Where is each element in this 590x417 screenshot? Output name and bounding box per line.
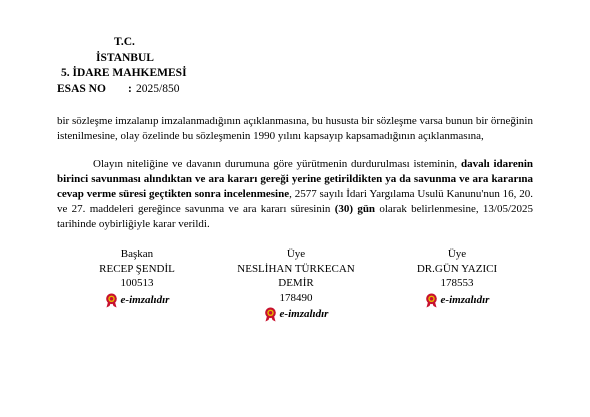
header-tc: T.C. [114,36,135,48]
signatory-id: 178490 [279,291,313,304]
e-signature-seal-icon [105,293,118,308]
esas-number: 2025/850 [136,83,180,95]
p2-bold-d: (30) gün [334,203,376,215]
paragraph-2 [57,157,533,232]
signatory-id: 100513 [120,277,154,289]
e-signature [52,293,222,308]
signatory-role: Üye [286,248,306,260]
signatory-president [52,247,222,308]
signatory-id: 178553 [440,277,474,289]
esas-label: ESAS NO [57,83,106,95]
signatory-name: DR.GÜN YAZICI [416,262,498,275]
header-city: İSTANBUL [96,52,154,64]
p2-bold-b: davalı idarenin birinci savunması alındıktan ve ara kararı gereği yerine getirildikten ya da savunma ve ara kararına cevap verme süresi geçtikten sonra incelenmesine [57,158,533,200]
e-signature [211,307,381,322]
e-signature-seal-icon [425,293,438,308]
header-court: 5. İDARE MAHKEMESİ [61,67,187,79]
signatory-role: Başkan [120,248,154,260]
signatory-name: RECEP ŞENDİL [99,262,175,275]
signatory-member-1 [211,247,381,322]
signatory-name: NESLİHAN TÜRKECAN [237,262,355,275]
paragraph-1: bir sözleşme imzalanıp imzalanmadığının açıklanmasına, bu hususta bir sözleşme varsa bunun bir örneğinin istenilmesine, olay özelinde bu sözleşmenin 1990 yılını kapsayıp kapsamadığının açıklanmasına, [57,115,533,142]
p2-text-c: , 2577 sayılı İdari Yargılama Usulü Kanunu'nun 16, 20. ve 27. maddeleri gereğince savunma ve ara kararı süresinin [57,188,533,215]
e-signature-label: e-imzalıdır [279,308,329,321]
e-signature [372,293,542,308]
signatory-role: Üye [447,248,467,260]
e-signature-label: e-imzalıdır [120,293,170,306]
p2-text-e: olarak belirlenmesine, 13/05/2025 tarihinde oybirliğiyle karar verildi. [57,203,534,230]
esas-colon: : [128,83,132,95]
e-signature-seal-icon [264,307,277,322]
e-signature-label: e-imzalıdır [440,293,490,306]
signatory-name-line2: DEMİR [278,277,314,289]
signatory-member-2 [372,247,542,308]
p2-text-a: Olayın niteliğine ve davanın durumuna göre yürütmenin durdurulması isteminin, [93,158,461,170]
